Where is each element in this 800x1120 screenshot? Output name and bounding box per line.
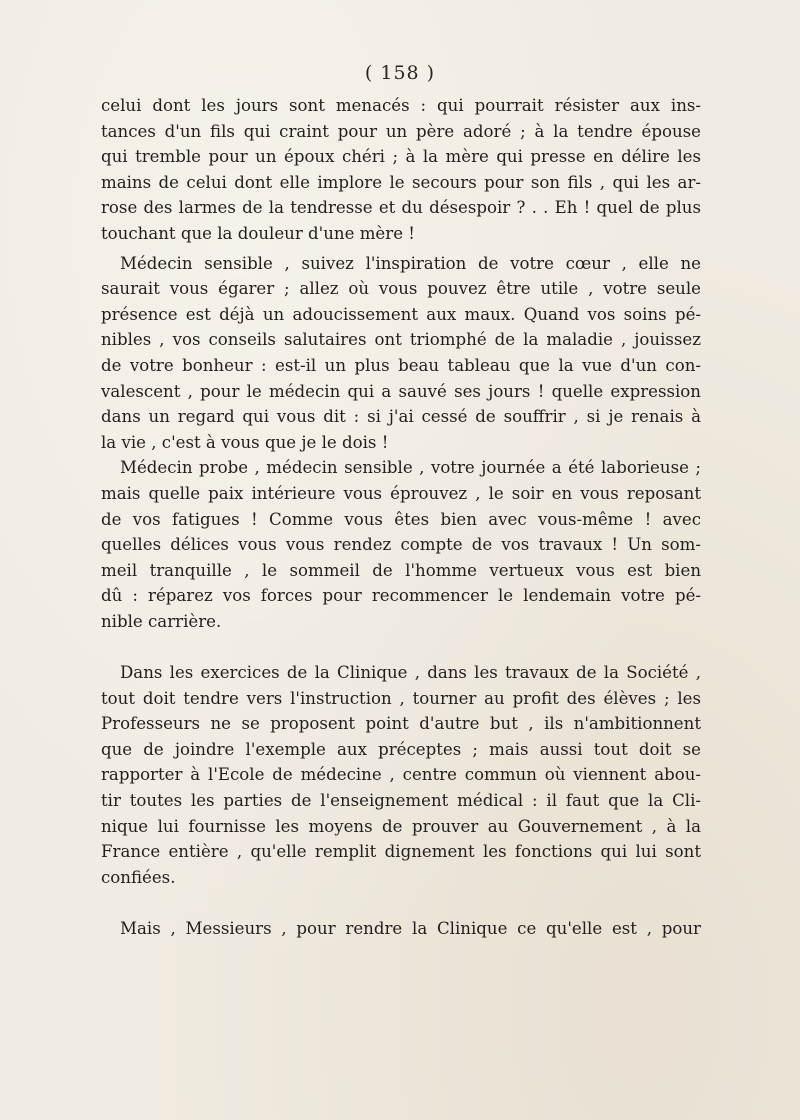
- text-line: rose des larmes de la tendresse et du désespoir ? . . Eh ! quel de plus: [101, 198, 701, 218]
- text-line: Médecin probe , médecin sensible , votre journée a été laborieuse ;: [120, 458, 701, 478]
- body-text: [101, 93, 701, 942]
- text-line: présence est déjà un adoucissement aux maux. Quand vos soins pé-: [101, 304, 701, 324]
- text-line: mains de celui dont elle implore le secours pour son fils , qui les ar-: [101, 172, 701, 192]
- text-line: nible carrière.: [101, 611, 222, 631]
- text-line: dans un regard qui vous dit : si j'ai cessé de souffrir , si je renais à: [101, 407, 701, 427]
- text-line: Professeurs ne se proposent point d'autre but , ils n'ambitionnent: [101, 714, 701, 734]
- text-line: touchant que la douleur d'une mère !: [101, 223, 415, 243]
- text-line: nique lui fournisse les moyens de prouver au Gouvernement , à la: [101, 816, 701, 836]
- text-line: quelles délices vous vous rendez compte de vos travaux ! Un som-: [101, 535, 701, 555]
- text-line: que de joindre l'exemple aux préceptes ; mais aussi tout doit se: [101, 739, 701, 759]
- text-line: tir toutes les parties de l'enseignement médical : il faut que la Cli-: [101, 791, 701, 811]
- text-line: de votre bonheur : est-il un plus beau tableau que la vue d'un con-: [101, 355, 701, 375]
- paragraph: [101, 251, 701, 456]
- text-line: rapporter à l'Ecole de médecine , centre commun où viennent abou-: [101, 765, 701, 785]
- paragraph: [101, 93, 701, 247]
- text-line: valescent , pour le médecin qui a sauvé ses jours ! quelle expression: [101, 381, 701, 401]
- text-line: tances d'un fils qui craint pour un père adoré ; à la tendre épouse: [101, 121, 701, 141]
- text-line: France entière , qu'elle remplit dignement les fonctions qui lui sont: [101, 842, 701, 862]
- text-line: dû : réparez vos forces pour recommencer le lendemain votre pé-: [101, 586, 701, 606]
- text-line: meil tranquille , le sommeil de l'homme vertueux vous est bien: [101, 560, 701, 580]
- paragraph: [101, 660, 701, 890]
- text-line: celui dont les jours sont menacés : qui pourrait résister aux ins-: [101, 96, 701, 115]
- paragraph: [101, 455, 701, 634]
- text-line: Mais , Messieurs , pour rendre la Clinique ce qu'elle est , pour: [120, 919, 701, 938]
- text-line: qui tremble pour un époux chéri ; à la mère qui presse en délire les: [101, 147, 701, 167]
- text-line: confiées.: [101, 867, 176, 887]
- text-line: nibles , vos conseils salutaires ont triomphé de la maladie , jouissez: [101, 330, 701, 350]
- page-number: ( 158 ): [364, 62, 436, 84]
- text-line: Médecin sensible , suivez l'inspiration de votre cœur , elle ne: [120, 253, 701, 273]
- text-line: tout doit tendre vers l'instruction , tourner au profit des élèves ; les: [101, 688, 701, 708]
- paragraph: [101, 916, 701, 942]
- text-line: de vos fatigues ! Comme vous êtes bien avec vous-même ! avec: [101, 509, 701, 529]
- text-line: mais quelle paix intérieure vous éprouvez , le soir en vous reposant: [101, 483, 701, 503]
- text-line: saurait vous égarer ; allez où vous pouvez être utile , votre seule: [101, 279, 701, 299]
- text-line: la vie , c'est à vous que je le dois !: [101, 432, 389, 452]
- text-line: Dans les exercices de la Clinique , dans les travaux de la Société ,: [120, 663, 701, 683]
